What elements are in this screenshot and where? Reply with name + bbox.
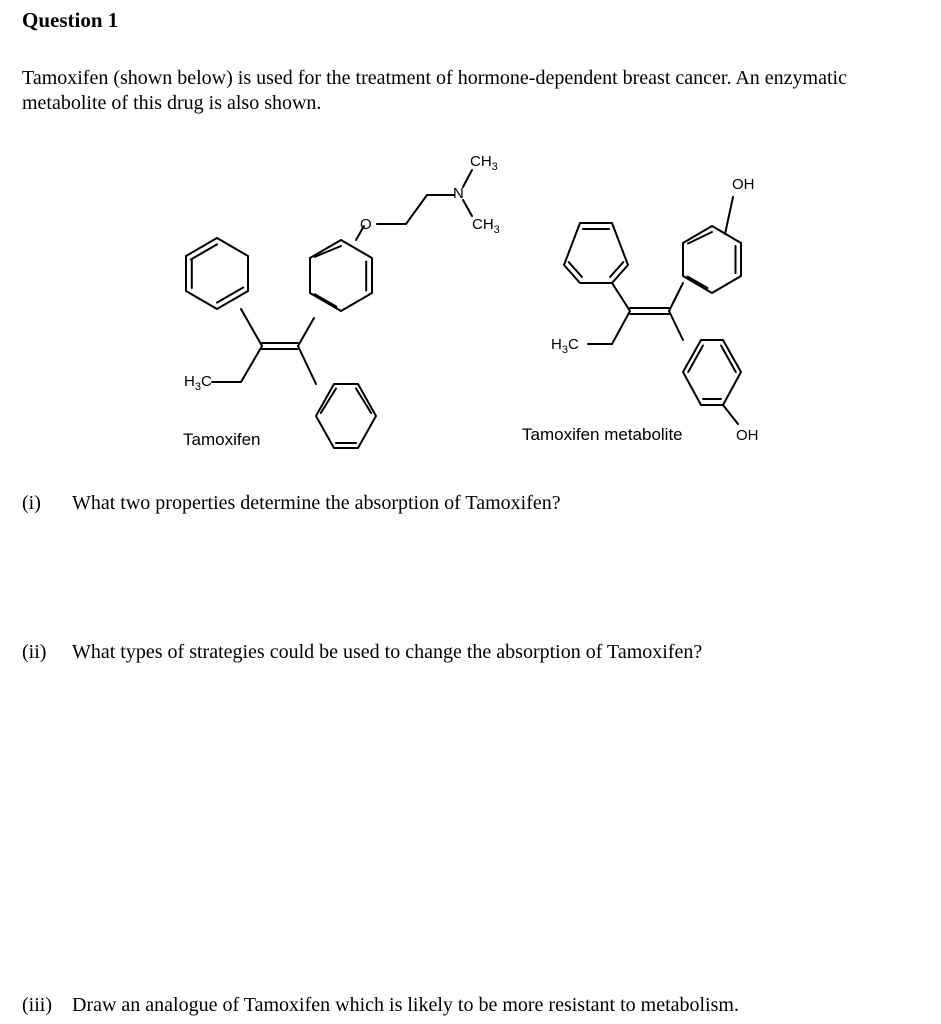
chemical-structures-figure: [0, 0, 941, 480]
question-ii-number: (ii): [22, 641, 47, 663]
tamoxifen-structure: [186, 170, 472, 448]
tamoxifen-phenyl-ring-top: [310, 240, 372, 311]
metabolite-h3c-label: $H_3C$: [551, 336, 579, 356]
tamoxifen-ch3-top-label: $CH_3$: [470, 153, 498, 173]
question-i: [22, 490, 561, 516]
metabolite-phenyl-ring-bottom-right: [683, 340, 741, 405]
metabolite-caption: Tamoxifen metabolite: [522, 425, 683, 444]
metabolite-oh-top-label: OH: [732, 176, 755, 193]
tamoxifen-nitrogen-label: N: [453, 185, 464, 202]
intro-paragraph: Tamoxifen (shown below) is used for the treatment of hormone-dependent breast cancer. An enzymatic metabolite of this drug is also shown.: [22, 67, 847, 114]
metabolite-phenyl-ring-top-right: [683, 226, 741, 293]
metabolite-phenyl-ring-left: [564, 223, 628, 283]
question-iii-text: Draw an analogue of Tamoxifen which is likely to be more resistant to metabolism.: [72, 994, 739, 1016]
tamoxifen-oxygen-label: O: [360, 216, 372, 233]
question-i-number: (i): [22, 492, 41, 514]
question-i-text: What two properties determine the absorption of Tamoxifen?: [72, 492, 561, 514]
question-heading: Question 1: [22, 8, 119, 32]
metabolite-structure: [564, 197, 741, 424]
tamoxifen-h3c-label: $H_3C$: [184, 373, 212, 393]
question-ii-text: What types of strategies could be used to change the absorption of Tamoxifen?: [72, 641, 703, 663]
metabolite-oh-bottom-label: OH: [736, 427, 759, 444]
question-ii: [22, 639, 702, 665]
question-iii-number: (iii): [22, 994, 52, 1016]
tamoxifen-phenyl-ring-bottom: [316, 384, 376, 448]
tamoxifen-ch3-bottom-label: $CH_3$: [472, 216, 500, 236]
tamoxifen-caption: Tamoxifen: [183, 430, 261, 449]
question-iii: [22, 992, 739, 1018]
tamoxifen-phenyl-ring-left: [186, 238, 248, 309]
